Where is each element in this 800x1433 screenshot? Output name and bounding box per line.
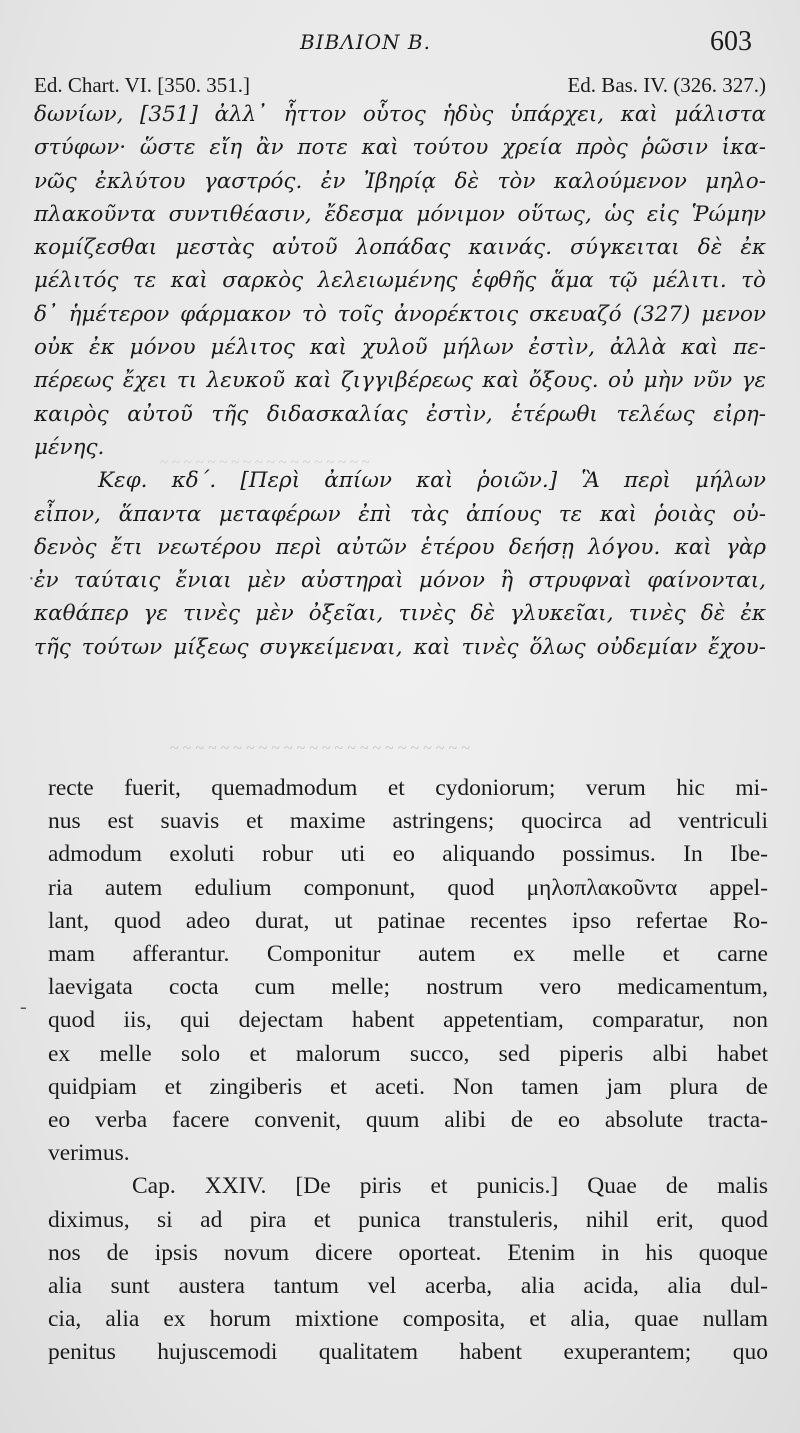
margin-dot-mark: · <box>28 568 35 590</box>
latin-line: quod iis, qui dejectam habent appetentiam, comparatur, non <box>48 1007 768 1034</box>
latin-chapter-heading: Cap. XXIV. [De piris et punicis.] Quae de malis <box>132 1173 768 1200</box>
latin-line: alia sunt austera tantum vel acerba, alia acida, alia dul- <box>48 1273 768 1300</box>
greek-line: στύφων· ὥστε εἴη ἂν ποτε καὶ τούτου χρεία πρὸς ῥῶσιν ἱκα- <box>34 135 766 161</box>
greek-chapter-heading: Κεφ. κδ΄. [Περὶ ἀπίων καὶ ῥοιῶν.] Ἃ περὶ μήλων <box>98 468 766 494</box>
page-number: 603 <box>710 26 752 57</box>
latin-line: eo verba facere convenit, quum alibi de eo absolute tracta- <box>48 1107 768 1134</box>
show-through-text: ~ ~ ~ ~ ~ ~ ~ ~ ~ ~ ~ ~ ~ ~ ~ ~ ~ ~ ~ ~ ~ ~ ~ ~ <box>170 740 470 757</box>
greek-line: δωνίων, [351] ἀλλ᾽ ἧττον οὗτος ἡδὺς ὑπάρχει, καὶ μάλιστα <box>34 102 766 127</box>
greek-line: κομίζεσθαι μεστὰς αὐτοῦ λοπάδας καινάς. σύγκειται δὲ ἐκ <box>34 235 766 261</box>
edition-bas-ref: Ed. Bas. IV. (326. 327.) <box>567 73 766 97</box>
running-head <box>0 26 800 64</box>
edition-references <box>34 73 766 101</box>
latin-line: diximus, si ad pira et punica transtuleris, nihil erit, quod <box>48 1206 768 1233</box>
greek-line: δενὸς ἔτι νεωτέρου περὶ αὐτῶν ἑτέρου δεήσῃ λόγου. καὶ γὰρ <box>34 534 766 560</box>
margin-dash-mark: - <box>20 996 27 1018</box>
greek-line: οὐκ ἐκ μόνου μέλιτος καὶ χυλοῦ μήλων ἐστὶν, ἀλλὰ καὶ πε- <box>34 335 766 361</box>
latin-line: lant, quod adeo durat, ut patinae recentes ipso refertae Ro- <box>48 907 768 934</box>
greek-line: δ᾽ ἡμέτερον φάρμακον τὸ τοῖς ἀνορέκτοις σκευαζό (327) μενον <box>34 301 766 327</box>
latin-line: penitus hujuscemodi qualitatem habent exuperantem; quo <box>48 1339 768 1366</box>
greek-line: καθάπερ γε τινὲς μὲν ὀξεῖαι, τινὲς δὲ γλυκεῖαι, τινὲς δὲ ἐκ <box>34 601 766 627</box>
latin-line: verimus. <box>48 1140 130 1167</box>
greek-line: νῶς ἐκλύτου γαστρός. ἐν Ἰβηρίᾳ δὲ τὸν καλούμενον μηλο- <box>34 168 766 194</box>
latin-line: nus est suavis et maxime astringens; quocirca ad ventriculi <box>48 808 768 835</box>
greek-line: εἶπον, ἅπαντα μεταφέρων ἐπὶ τὰς ἀπίους τε καὶ ῥοιὰς οὐ- <box>34 501 766 527</box>
latin-text-block <box>48 772 768 1370</box>
latin-line: cia, alia ex horum mixtione composita, et alia, quae nullam <box>48 1306 768 1333</box>
greek-text-block <box>34 98 766 664</box>
book-title: ΒΙΒΛΙΟΝ Β. <box>300 30 431 54</box>
latin-line: recte fuerit, quemadmodum et cydoniorum; verum hic mi- <box>48 775 768 801</box>
greek-line: ἐν ταύταις ἔνιαι μὲν αὐστηραὶ μόνον ἢ στρυφναὶ φαίνονται, <box>34 568 766 594</box>
latin-line: admodum exoluti robur uti eo aliquando possimus. In Ibe- <box>48 841 768 868</box>
greek-line: πλακοῦντα συντιθέασιν, ἔδεσμα μόνιμον οὕτως, ὡς εἰς Ῥώμην <box>34 201 766 227</box>
edition-chart-ref: Ed. Chart. VI. [350. 351.] <box>34 73 250 97</box>
greek-line: μέλιτός τε καὶ σαρκὸς λελειωμένης ἑφθῆς ἅμα τῷ μέλιτι. τὸ <box>34 268 766 294</box>
latin-line: ria autem edulium componunt, quod μηλοπλακοῦντα appel- <box>48 874 768 901</box>
show-through-text: ~ ~ ~ ~ ~ ~ ~ ~ ~ ~ ~ ~ ~ ~ ~ ~ ~ ~ <box>160 455 370 471</box>
latin-line: mam afferantur. Componitur autem ex melle et carne <box>48 941 768 968</box>
latin-line: quidpiam et zingiberis et aceti. Non tamen jam plura de <box>48 1073 768 1100</box>
greek-line: μένης. <box>34 434 105 460</box>
latin-line: laevigata cocta cum melle; nostrum vero medicamentum, <box>48 974 768 1001</box>
greek-line: πέρεως ἔχει τι λευκοῦ καὶ ζιγγιβέρεως καὶ ὄξους. οὐ μὴν νῦν γε <box>34 368 766 394</box>
latin-line: ex melle solo et malorum succo, sed piperis albi habet <box>48 1040 768 1067</box>
greek-line: τῆς τούτων μίξεως συγκείμεναι, καὶ τινὲς ὅλως οὐδεμίαν ἔχου- <box>34 634 766 660</box>
greek-line: καιρὸς αὐτοῦ τῆς διδασκαλίας ἐστὶν, ἑτέρωθι τελέως εἰρη- <box>34 401 766 427</box>
latin-line: nos de ipsis novum dicere oporteat. Etenim in his quoque <box>48 1239 768 1266</box>
